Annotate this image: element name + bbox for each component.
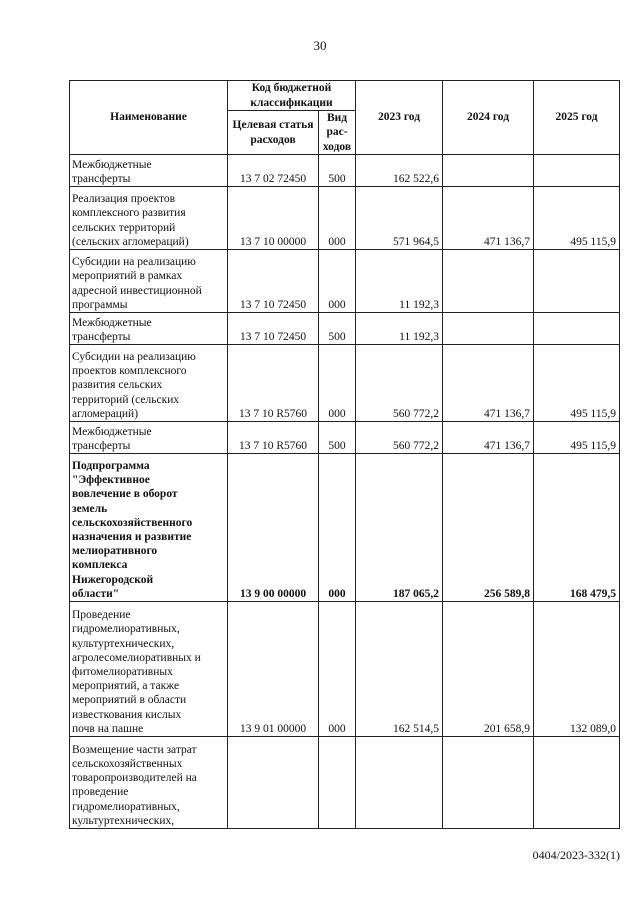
- row-value-2023: 162 514,5: [356, 602, 443, 737]
- row-name: Межбюджетные трансферты: [70, 313, 228, 345]
- row-name: Межбюджетные трансферты: [70, 422, 228, 454]
- row-target-item: 13 7 10 00000: [228, 187, 319, 250]
- header-2024: 2024 год: [443, 81, 534, 155]
- row-value-2024: [443, 313, 534, 345]
- row-value-2023: 11 192,3: [356, 313, 443, 345]
- row-target-item: 13 7 10 R5760: [228, 422, 319, 454]
- row-name: Межбюджетные трансферты: [70, 155, 228, 187]
- row-value-2024: 471 136,7: [443, 422, 534, 454]
- table-row: [70, 250, 620, 313]
- header-code-group: Код бюджетной классификации: [228, 81, 356, 111]
- row-expense-type: 500: [319, 313, 356, 345]
- table-row: [70, 345, 620, 422]
- row-value-2025: 132 089,0: [534, 602, 620, 737]
- header-target-item: Целевая статья расходов: [228, 111, 319, 155]
- row-value-2023: 571 964,5: [356, 187, 443, 250]
- row-target-item: 13 9 00 00000: [228, 454, 319, 602]
- row-value-2024: [443, 250, 534, 313]
- row-value-2025: [534, 155, 620, 187]
- table-row: [70, 313, 620, 345]
- row-name: Подпрограмма "Эффективное вовлечение в оборот земель сельскохозяйственного назначения и развитие мелиоративного комплекса Нижегородской области": [70, 454, 228, 602]
- table-row: [70, 422, 620, 454]
- row-target-item: 13 7 10 72450: [228, 250, 319, 313]
- row-value-2024: 471 136,7: [443, 187, 534, 250]
- row-expense-type: 500: [319, 422, 356, 454]
- row-target-item: [228, 737, 319, 829]
- row-expense-type: 000: [319, 602, 356, 737]
- row-target-item: 13 7 02 72450: [228, 155, 319, 187]
- row-value-2024: 201 658,9: [443, 602, 534, 737]
- row-value-2025: 495 115,9: [534, 187, 620, 250]
- row-value-2025: 495 115,9: [534, 345, 620, 422]
- row-value-2024: 471 136,7: [443, 345, 534, 422]
- row-value-2023: 11 192,3: [356, 250, 443, 313]
- row-value-2024: [443, 155, 534, 187]
- row-value-2025: 495 115,9: [534, 422, 620, 454]
- row-target-item: 13 7 10 R5760: [228, 345, 319, 422]
- row-value-2023: [356, 737, 443, 829]
- header-expense-type: Вид рас-ходов: [319, 111, 356, 155]
- row-name: Субсидии на реализацию проектов комплексного развития сельских территорий (сельских агломераций): [70, 345, 228, 422]
- row-expense-type: 000: [319, 345, 356, 422]
- table-row: [70, 737, 620, 829]
- row-value-2025: [534, 313, 620, 345]
- budget-table: [69, 80, 620, 829]
- page-number: 30: [313, 38, 327, 53]
- row-name: Субсидии на реализацию мероприятий в рамках адресной инвестиционной программы: [70, 250, 228, 313]
- row-value-2024: [443, 737, 534, 829]
- header-2023: 2023 год: [356, 81, 443, 155]
- table-row: [70, 602, 620, 737]
- row-expense-type: 000: [319, 187, 356, 250]
- table-row: [70, 454, 620, 602]
- header-name: Наименование: [70, 81, 228, 155]
- row-value-2023: 187 065,2: [356, 454, 443, 602]
- row-value-2023: 560 772,2: [356, 345, 443, 422]
- document-code: 0404/2023-332(1): [532, 848, 620, 862]
- row-name: Реализация проектов комплексного развития сельских территорий (сельских агломераций): [70, 187, 228, 250]
- row-expense-type: 500: [319, 155, 356, 187]
- row-value-2025: [534, 250, 620, 313]
- row-value-2023: 560 772,2: [356, 422, 443, 454]
- row-expense-type: 000: [319, 454, 356, 602]
- table-row: [70, 155, 620, 187]
- table-row: [70, 187, 620, 250]
- row-expense-type: 000: [319, 250, 356, 313]
- row-expense-type: [319, 737, 356, 829]
- header-2025: 2025 год: [534, 81, 620, 155]
- row-value-2024: 256 589,8: [443, 454, 534, 602]
- row-value-2023: 162 522,6: [356, 155, 443, 187]
- row-name: Проведение гидромелиоративных, культуртехнических, агролесомелиоративных и фитомелиоративных мероприятий, а также мероприятий в области известкования кислых почв на пашне: [70, 602, 228, 737]
- row-name: Возмещение части затрат сельскохозяйственных товаропроизводителей на проведение гидромелиоративных, культуртехнических,: [70, 737, 228, 829]
- row-value-2025: 168 479,5: [534, 454, 620, 602]
- row-target-item: 13 7 10 72450: [228, 313, 319, 345]
- row-value-2025: [534, 737, 620, 829]
- row-target-item: 13 9 01 00000: [228, 602, 319, 737]
